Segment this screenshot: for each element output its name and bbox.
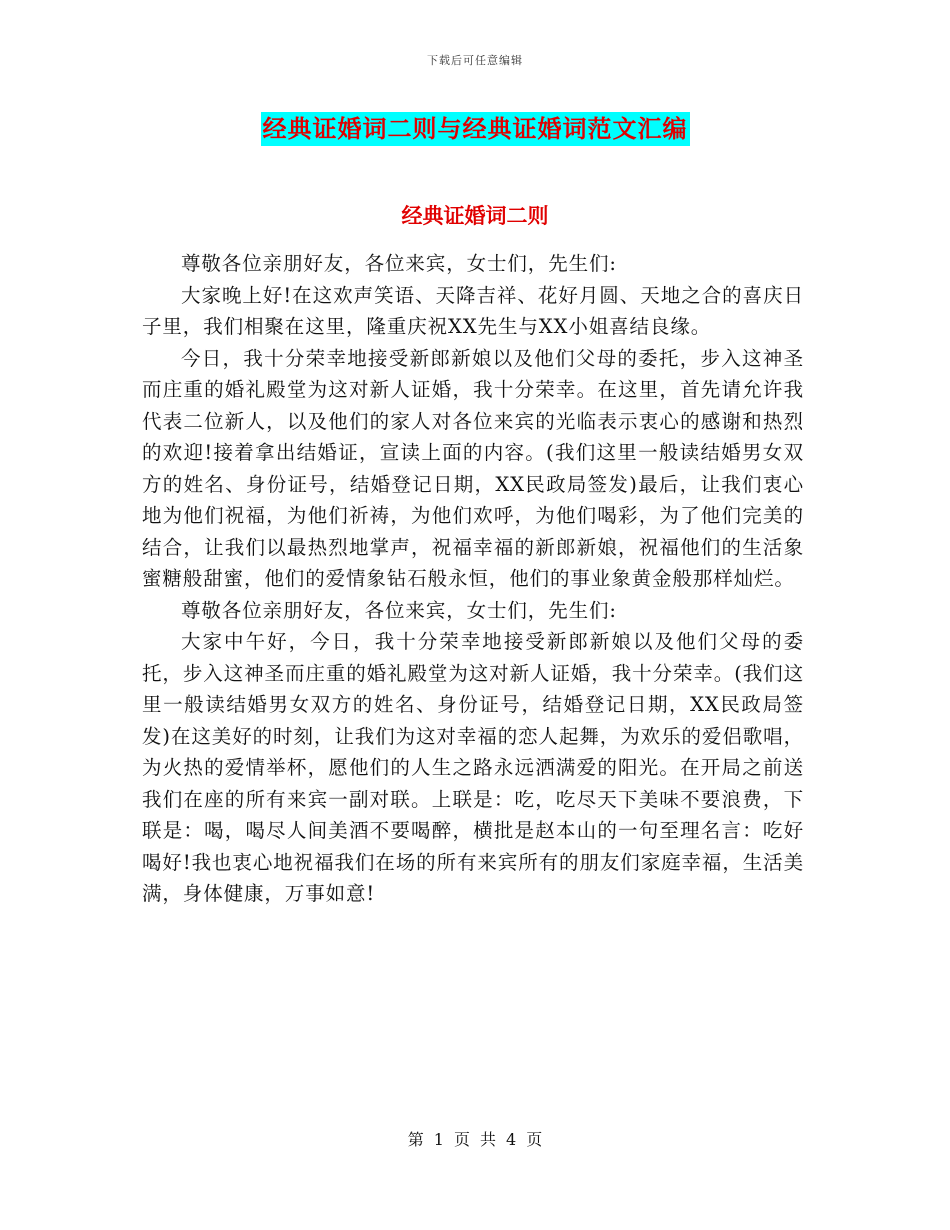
paragraph-opening-1: 大家晚上好!在这欢声笑语、天降吉祥、花好月圆、天地之合的喜庆日子里，我们相聚在这里，隆重庆祝XX先生与XX小姐喜结良缘。 (142, 283, 804, 338)
footer-label-ye2: 页 (526, 1130, 543, 1149)
document-title-container (0, 112, 950, 146)
header-note: 下载后可任意编辑 (427, 54, 523, 67)
footer-label-ye: 页 (453, 1130, 470, 1149)
document-title: 经典证婚词二则与经典证婚词范文汇编 (261, 112, 690, 146)
total-pages-number: 4 (506, 1130, 517, 1149)
paragraph-greeting-2: 尊敬各位亲朋好友，各位来宾，女士们，先生们: (181, 598, 617, 622)
paragraph-greeting-1: 尊敬各位亲朋好友，各位来宾，女士们，先生们: (181, 252, 617, 275)
current-page-number: 1 (433, 1130, 444, 1149)
paragraph-body-1: 今日，我十分荣幸地接受新郎新娘以及他们父母的委托，步入这神圣而庄重的婚礼殿堂为这对新人证婚，我十分荣幸。在这里，首先请允许我代表二位新人，以及他们的家人对各位来宾的光临表示衷心的感谢和热烈的欢迎!接着拿出结婚证，宣读上面的内容。(我们这里一般读结婚男女双方的姓名、身份证号，结婚登记日期，XX民政局签发)最后，让我们衷心地为他们祝福，为他们祈祷，为他们欢呼，为他们喝彩，为了他们完美的结合，让我们以最热烈地掌声，祝福幸福的新郎新娘，祝福他们的生活象蜜糖般甜蜜，他们的爱情象钻石般永恒，他们的事业象黄金般那样灿烂。 (142, 346, 804, 590)
document-body (142, 248, 804, 910)
section-title: 经典证婚词二则 (401, 203, 549, 228)
paragraph-body-2: 大家中午好，今日，我十分荣幸地接受新郎新娘以及他们父母的委托，步入这神圣而庄重的婚礼殿堂为这对新人证婚，我十分荣幸。(我们这里一般读结婚男女双方的姓名、身份证号，结婚登记日期，XX民政局签发)在这美好的时刻，让我们为这对幸福的恋人起舞，为欢乐的爱侣歌唱，为火热的爱情举杯，愿他们的人生之路永远洒满爱的阳光。在开局之前送我们在座的所有来宾一副对联。上联是：吃，吃尽天下美味不要浪费，下联是：喝，喝尽人间美酒不要喝醉，横批是赵本山的一句至理名言：吃好喝好!我也衷心地祝福我们在场的所有来宾所有的朋友们家庭幸福，生活美满，身体健康，万事如意! (142, 630, 804, 905)
footer-label-di: 第 (407, 1130, 424, 1149)
page-footer (0, 1127, 950, 1150)
footer-label-gong: 共 (480, 1130, 497, 1149)
